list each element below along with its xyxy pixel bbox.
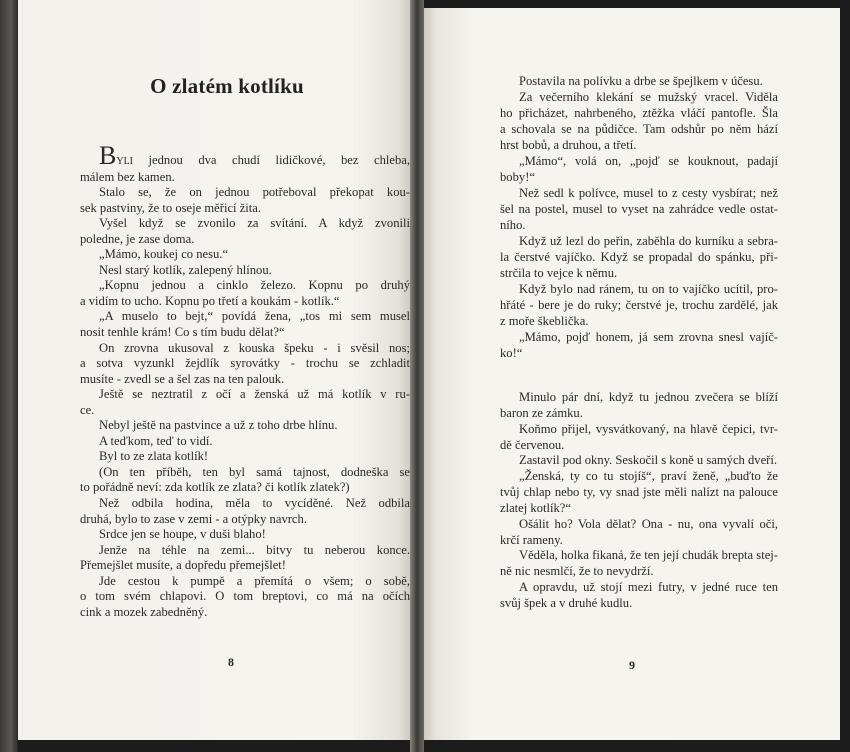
text-line: cink a mozek zabedněný. — [80, 604, 208, 619]
text-line: „A muselo to bejt,“ povídá žena, „tos mi sem musel — [99, 309, 410, 324]
text-line: z moře škeblička. — [500, 314, 589, 328]
text-line: Ještě se neztratil z očí a ženská už má kotlík v ru- — [99, 387, 410, 402]
paragraph — [500, 548, 778, 580]
paragraph — [500, 89, 778, 153]
right-page-section-2 — [500, 390, 778, 612]
text-line: dě červenou. — [500, 437, 565, 452]
book-spine — [410, 0, 424, 752]
text-line: málem bez kamen. — [80, 169, 175, 184]
text-line: Za večerního klekání se mužský vracel. Viděla — [519, 90, 778, 104]
paragraph — [80, 141, 410, 185]
text-line: hrst bobů, a druhou, a třetí. — [500, 138, 637, 152]
text-line: A teďkom, teď to vidí. — [99, 433, 213, 448]
text-line: a vidím to ucho. Kopnu po třetí a koukám - kotlík.“ — [80, 293, 340, 308]
text-line: Nebyl ještě na pastvince a už z toho drbe hlínu. — [99, 418, 338, 433]
text-line: On zrovna ukusoval z kouska špeku - i svěsil nos; — [99, 340, 410, 355]
text-line: la čerstvé vajíčko. Když se propadal do spánku, při- — [500, 250, 778, 264]
page-number: 8 — [228, 655, 234, 669]
text-line: Než sedl k polívce, musel to z cesty vysbírat; než — [519, 186, 778, 200]
text-line — [80, 141, 410, 170]
text-line: „Mámo, pojď honem, já sem zrovna snesl vajíč- — [519, 330, 778, 344]
text-line: to pořádně neví: zda kotlík ze zlata? či kotlík zlatek?) — [80, 480, 350, 495]
text-line: Srdce jen se houpe, v duši blaho! — [99, 527, 266, 542]
paragraph — [80, 418, 410, 434]
paragraph — [500, 580, 778, 612]
text-line: Nesl starý kotlík, zalepený hlínou. — [99, 262, 272, 277]
text-line: Postavila na polívku a drbe se špejlkem v účesu. — [519, 74, 763, 88]
paragraph — [500, 185, 778, 233]
small-caps-lead: YLI — [116, 156, 134, 167]
paragraph — [500, 469, 778, 517]
text-line: sek pastviny, že to oseje měřicí žita. — [80, 200, 262, 215]
paragraph — [80, 263, 410, 279]
paragraph — [80, 278, 410, 309]
paragraph — [80, 216, 410, 247]
story-title: O zlatém kotlíku — [150, 74, 304, 98]
text-line: nosit tenhle krám! Co s tím budu dělat?“ — [80, 325, 285, 340]
text-line: musíte - zvedl se a šel zas na ten palouk. — [80, 371, 285, 386]
text-line: strčila to vejce k němu. — [500, 266, 618, 280]
page-number: 9 — [629, 658, 635, 672]
paragraph — [80, 434, 410, 450]
text-line: Když bylo nad ránem, tu on to vajíčko ucítil, pro- — [519, 282, 778, 296]
left-page — [18, 0, 410, 740]
paragraph — [80, 387, 410, 418]
text-line: „Ženská, ty co tu stojíš“, praví ženě, „buďto že — [519, 469, 778, 484]
text-line: „Mámo“, volá on, „pojď se kouknout, padají — [519, 154, 778, 168]
text-line: Jenže na téhle na zemi... bitvy tu neberou konce. — [99, 542, 410, 557]
text-line: Když už lezl do peřin, zaběhla do kurníku a sebra- — [519, 234, 778, 248]
right-page — [424, 8, 840, 740]
text-line: baron ze zámku. — [500, 405, 583, 420]
drop-cap: B — [99, 141, 117, 170]
line-text: jednou dva chudí lidičkové, bez chleba, — [148, 153, 410, 167]
adjacent-page-edge — [0, 0, 18, 752]
text-line: tvůj chlap nebo ty, vy snad jste měli nalízt na palouce — [500, 485, 778, 500]
text-line: a sotva vyzunkl žejdlík syrovátky - trochu se zchladit — [80, 356, 410, 371]
text-line: ho přicházet, nahrbeného, ztěžka vláčí pantofle. Šla — [500, 106, 778, 120]
text-line: (On ten příběh, ten byl samá tajnost, dodneška se — [99, 464, 410, 479]
paragraph — [500, 453, 778, 469]
text-line: Jde cestou k pumpě a přemítá o všem; o sobě, — [99, 573, 410, 588]
text-line: a schovala se na půdičce. Tam odshůr po něm hází — [500, 122, 778, 136]
text-line: Věděla, holka fikaná, že ten její chudák brepta stej- — [519, 548, 778, 563]
paragraph — [80, 309, 410, 340]
text-line: Byl to ze zlata kotlík! — [99, 449, 209, 464]
text-line: ko!“ — [500, 346, 523, 360]
text-line: „Kopnu jednou a cinklo železo. Kopnu po druhý — [99, 278, 410, 293]
text-line: svůj špek a v druhé kudlu. — [500, 595, 633, 610]
text-line: „Mámo, koukej co nesu.“ — [99, 247, 229, 262]
text-line: A opravdu, už stojí mezi futry, v jedné ruce ten — [519, 580, 778, 595]
paragraph — [80, 543, 410, 574]
text-line: druhá, bylo to zase v zemi - a otýpky navrch. — [80, 511, 307, 526]
text-line: krčí rameny. — [500, 532, 563, 547]
text-line: ně nic nesmlčí, že to nevydrží. — [500, 564, 654, 579]
paragraph — [80, 247, 410, 263]
paragraph — [80, 574, 410, 621]
paragraph — [80, 449, 410, 465]
paragraph — [80, 341, 410, 388]
paragraph — [500, 422, 778, 454]
paragraph — [500, 153, 778, 185]
text-line: o tom svém chlapovi. O tom breptovi, co má na očích — [80, 589, 410, 604]
text-line: ního. — [500, 218, 526, 232]
paragraph — [500, 517, 778, 549]
text-line: ce. — [80, 402, 95, 417]
text-line: Vyšel když se zvonilo za svítání. A když zvonili — [99, 216, 410, 231]
text-line: Koňmo přijel, vysvátkovaný, na hlavě čepici, tvr- — [519, 421, 778, 436]
text-line: poledne, je zase doma. — [80, 231, 195, 246]
text-line: šel na postel, musel to vyset na zahrádce vedle ostat- — [500, 202, 778, 216]
text-line: Zastavil pod okny. Seskočil s koně u samých dveří. — [519, 453, 778, 468]
paragraph — [500, 329, 778, 361]
paragraph — [500, 233, 778, 281]
right-page-section-1 — [500, 73, 778, 361]
left-page-body — [80, 141, 410, 620]
text-line: boby!“ — [500, 170, 535, 184]
text-line: hřáté - bere je do ruky; čerstvé je, trochu zardělé, jak — [500, 298, 778, 312]
paragraph — [500, 281, 778, 329]
text-line: zlatej kotlík?“ — [500, 500, 571, 515]
paragraph — [80, 496, 410, 527]
text-line: Přemejšlet musíte, a dopředu přemejšlet! — [80, 558, 286, 573]
text-line: Stalo se, že on jednou potřeboval překopat kou- — [99, 185, 410, 200]
text-line: Minulo pár dní, když tu jednou zvečera se blíží — [519, 390, 778, 404]
paragraph — [80, 185, 410, 216]
paragraph — [500, 390, 778, 422]
paragraph — [500, 73, 778, 89]
paragraph — [80, 465, 410, 496]
text-line: Ošálit ho? Vola dělat? Ona - nu, ona vyvalí oči, — [519, 516, 778, 531]
text-line: Než odbila hodina, měla to vycíděné. Než odbila — [99, 496, 410, 511]
paragraph — [80, 527, 410, 543]
